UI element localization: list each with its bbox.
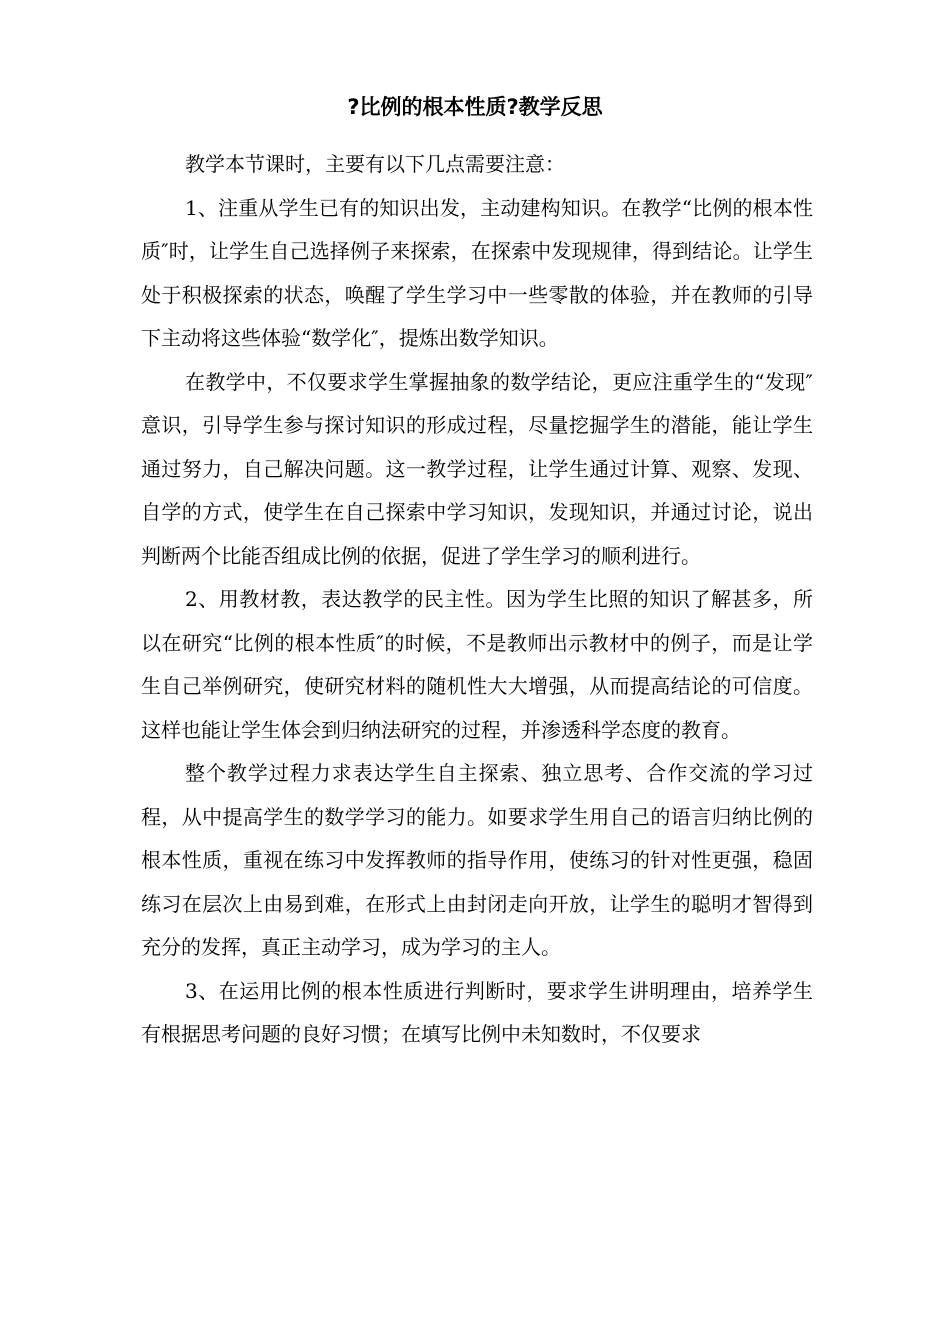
paragraph-point-3: 3、在运用比例的根本性质进行判断时，要求学生讲明理由，培养学生有根据思考问题的良好习惯；在填写比例中未知数时，不仅要求 bbox=[141, 978, 813, 1046]
document-body bbox=[141, 143, 813, 1057]
document-title: ?比例的根本性质?教学反思 bbox=[347, 95, 603, 119]
paragraph-point-1: 1、注重从学生已有的知识出发，主动建构知识。在教学“比例的根本性质″时，让学生自己选择例子来探索，在探索中发现规律，得到结论。让学生处于积极探索的状态，唤醒了学生学习中一些零散的体验，并在教师的引导下主动将这些体验“数学化″，提炼出数学知识。 bbox=[141, 195, 813, 350]
paragraph-point-1-detail: 在教学中，不仅要求学生掌握抽象的数学结论，更应注重学生的“发现″意识，引导学生参与探讨知识的形成过程，尽量挖掘学生的潜能，能让学生通过努力，自己解决问题。这一教学过程，让学生通过计算、观察、发现、自学的方式，使学生在自己探索中学习知识，发现知识，并通过讨论，说出判断两个比能否组成比例的依据，促进了学生学习的顺利进行。 bbox=[141, 369, 813, 568]
paragraph-point-2-detail: 整个教学过程力求表达学生自主探索、独立思考、合作交流的学习过程，从中提高学生的数学学习的能力。如要求学生用自己的语言归纳比例的根本性质，重视在练习中发挥教师的指导作用，使练习的针对性更强，稳固练习在层次上由易到难，在形式上由封闭走向开放，让学生的聪明才智得到充分的发挥，真正主动学习，成为学习的主人。 bbox=[141, 761, 813, 959]
paragraph-intro: 教学本节课时，主要有以下几点需要注意： bbox=[185, 152, 565, 176]
paragraph-point-2: 2、用教材教，表达教学的民主性。因为学生比照的知识了解甚多，所以在研究“比例的根本性质″的时候，不是教师出示教材中的例子，而是让学生自己举例研究，使研究材料的随机性大大增强，从而提高结论的可信度。这样也能让学生体会到归纳法研究的过程，并渗透科学态度的教育。 bbox=[141, 587, 813, 742]
